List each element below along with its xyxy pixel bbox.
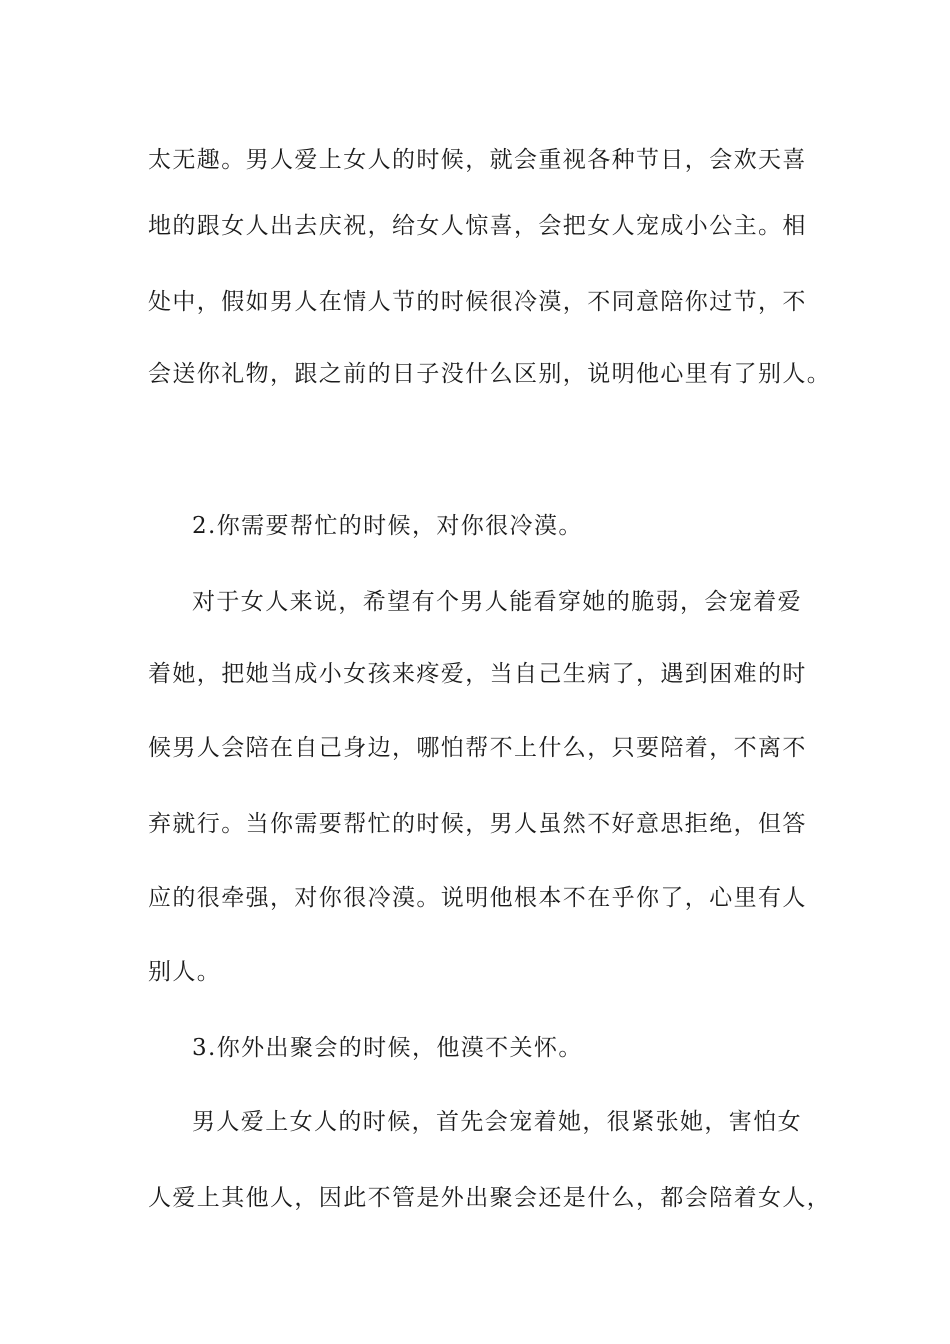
section-heading-3: 3.你外出聚会的时候，他漠不关怀。 <box>192 1035 583 1061</box>
paragraph-line: 弃就行。当你需要帮忙的时候，男人虽然不好意思拒绝，但答 <box>148 811 807 837</box>
paragraph-line: 人爱上其他人，因此不管是外出聚会还是什么，都会陪着女人， <box>148 1185 832 1211</box>
paragraph-line: 会送你礼物，跟之前的日子没什么区别，说明他心里有了别人。 <box>148 361 832 387</box>
paragraph-line: 太无趣。男人爱上女人的时候，就会重视各种节日，会欢天喜 <box>148 147 807 173</box>
paragraph-line: 候男人会陪在自己身边，哪怕帮不上什么，只要陪着，不离不 <box>148 735 807 761</box>
section-heading-2: 2.你需要帮忙的时候，对你很冷漠。 <box>192 513 583 539</box>
paragraph-line: 地的跟女人出去庆祝，给女人惊喜，会把女人宠成小公主。相 <box>148 213 807 239</box>
paragraph-line: 着她，把她当成小女孩来疼爱，当自己生病了，遇到困难的时 <box>148 661 807 687</box>
paragraph-line: 别人。 <box>148 959 222 985</box>
paragraph-line: 处中，假如男人在情人节的时候很冷漠，不同意陪你过节，不 <box>148 289 807 315</box>
paragraph-line: 应的很牵强，对你很冷漠。说明他根本不在乎你了，心里有人 <box>148 885 807 911</box>
paragraph-line: 对于女人来说，希望有个男人能看穿她的脆弱，会宠着爱 <box>192 589 802 615</box>
paragraph-line: 男人爱上女人的时候，首先会宠着她，很紧张她，害怕女 <box>192 1109 802 1135</box>
